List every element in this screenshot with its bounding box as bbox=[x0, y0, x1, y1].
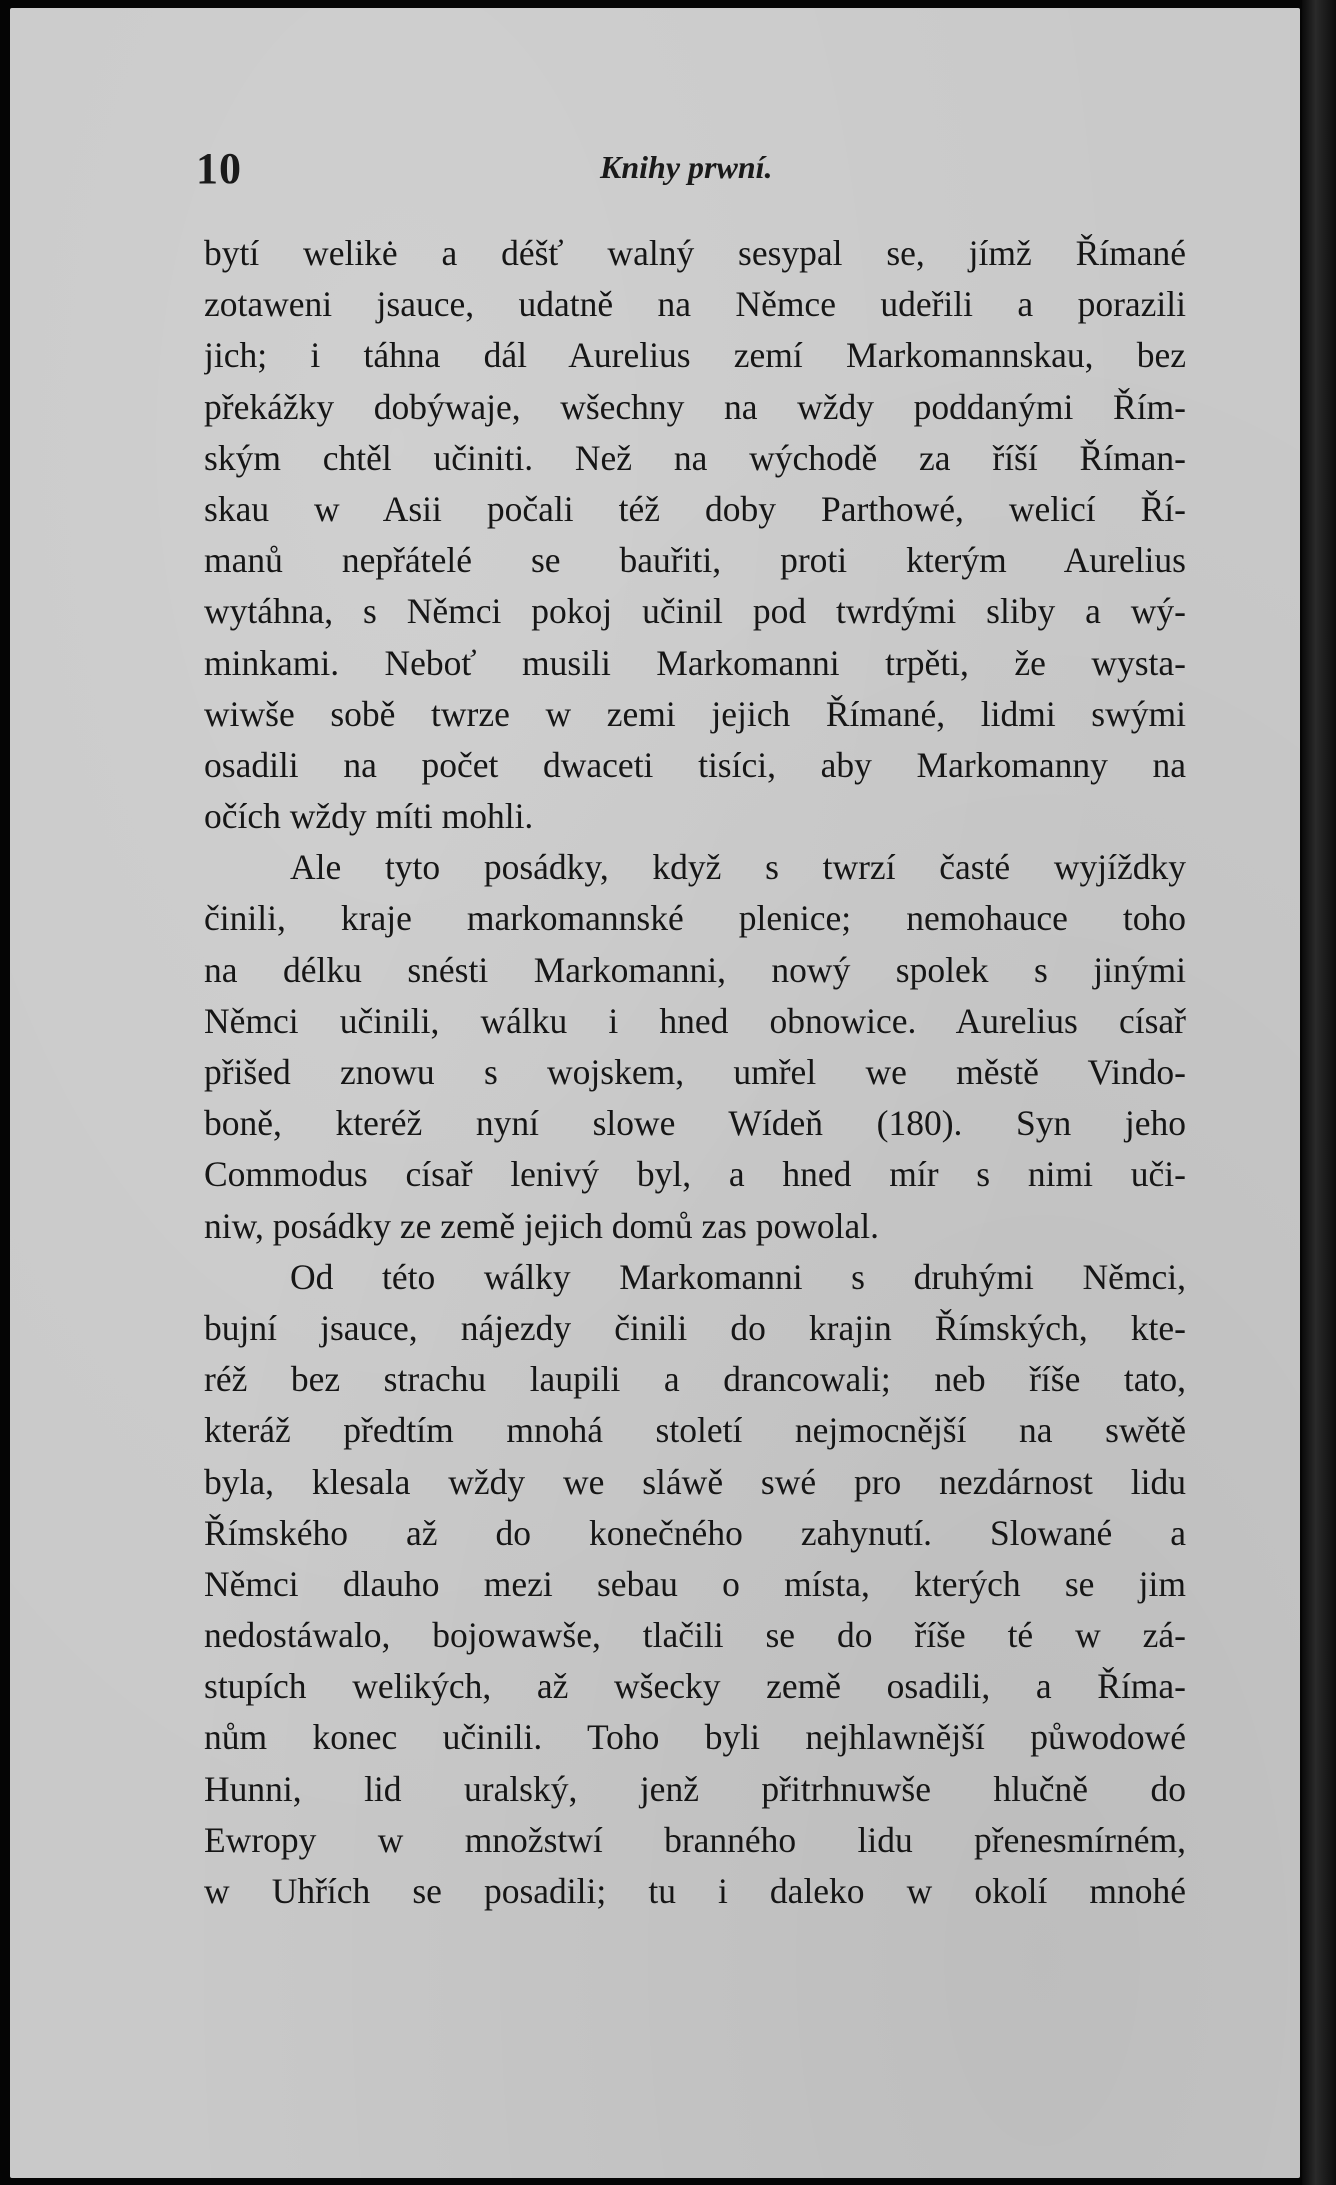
text-line: osadili na počet dwaceti tisíci, aby Markomanny na bbox=[204, 744, 1186, 785]
text-line: bytí welikė a déšť walný sesypal se, jímž Římané bbox=[204, 233, 1186, 273]
text-line: minkami. Neboť musili Markomanni trpěti, že wysta- bbox=[204, 642, 1186, 683]
text-line: Hunni, lid uralský, jenž přitrhnuwše hlučně do bbox=[204, 1768, 1186, 1809]
text-line: nům konec učinili. Toho byli nejhlawnější půwodowé bbox=[204, 1717, 1186, 1758]
paragraph-start-line: Ale tyto posádky, když s twrzí časté wyjíždky bbox=[290, 847, 1186, 888]
paragraph-end-line: očích wždy míti mohli. bbox=[204, 796, 534, 837]
text-line: ským chtěl učiniti. Než na wýchodě za říší Říman- bbox=[204, 437, 1186, 478]
text-line: bujní jsauce, nájezdy činili do krajin Římských, kte- bbox=[204, 1307, 1186, 1348]
book-page bbox=[10, 8, 1300, 2178]
body-text bbox=[204, 228, 1186, 1917]
text-line: byla, klesala wždy we sláwě swé pro nezdárnost lidu bbox=[204, 1461, 1186, 1502]
page-edge-shadow bbox=[1302, 0, 1336, 2185]
text-line: nedostáwalo, bojowawše, tlačili se do říše té w zá- bbox=[204, 1615, 1186, 1656]
running-title: Knihy prwní. bbox=[600, 149, 773, 185]
text-line: w Uhřích se posadili; tu i daleko w okolí mnohé bbox=[204, 1871, 1186, 1911]
text-line: Římského až do konečného zahynutí. Slowané a bbox=[204, 1512, 1186, 1553]
text-line: réž bez strachu laupili a drancowali; neb říše tato, bbox=[204, 1359, 1186, 1400]
text-line: manů nepřátelé se bauřiti, proti kterým Aurelius bbox=[204, 540, 1186, 581]
text-line: činili, kraje markomannské plenice; nemohauce toho bbox=[204, 898, 1186, 939]
text-line: skau w Asii počali též doby Parthowé, welicí Ří- bbox=[204, 488, 1186, 529]
text-line: Němci dlauho mezi sebau o místa, kterých se jim bbox=[204, 1563, 1186, 1604]
page-header bbox=[10, 143, 1300, 203]
paragraph-end-line: niw, posádky ze země jejich domů zas powolal. bbox=[204, 1205, 879, 1246]
text-line: kteráž předtím mnohá století nejmocnější na swětě bbox=[204, 1410, 1186, 1451]
page-number: 10 bbox=[196, 144, 242, 193]
text-line: wytáhna, s Němci pokoj učinil pod twrdými sliby a wý- bbox=[204, 591, 1186, 632]
text-line: přišed znowu s wojskem, umřel we městě Vindo- bbox=[204, 1052, 1186, 1092]
text-line: zotaweni jsauce, udatně na Němce udeřili a porazili bbox=[204, 284, 1186, 325]
text-line: na délku snésti Markomanni, nowý spolek s jinými bbox=[204, 949, 1186, 990]
text-line: jich; i táhna dál Aurelius zemí Markomannskau, bez bbox=[204, 335, 1186, 376]
text-line: boně, kteréž nyní slowe Wídeň (180). Syn jeho bbox=[204, 1103, 1186, 1144]
text-line: překážky dobýwaje, wšechny na wždy poddanými Řím- bbox=[204, 386, 1186, 427]
text-line: Commodus císař lenivý byl, a hned mír s nimi uči- bbox=[204, 1154, 1186, 1195]
text-line: Němci učinili, wálku i hned obnowice. Aurelius císař bbox=[204, 1000, 1186, 1041]
text-line: stupích welikých, až wšecky země osadili, a Říma- bbox=[204, 1666, 1186, 1707]
text-line: Ewropy w množstwí branného lidu přenesmírném, bbox=[204, 1819, 1186, 1860]
paragraph-start-line: Od této wálky Markomanni s druhými Němci, bbox=[290, 1256, 1186, 1297]
text-line: wiwše sobě twrze w zemi jejich Římané, lidmi swými bbox=[204, 693, 1186, 734]
